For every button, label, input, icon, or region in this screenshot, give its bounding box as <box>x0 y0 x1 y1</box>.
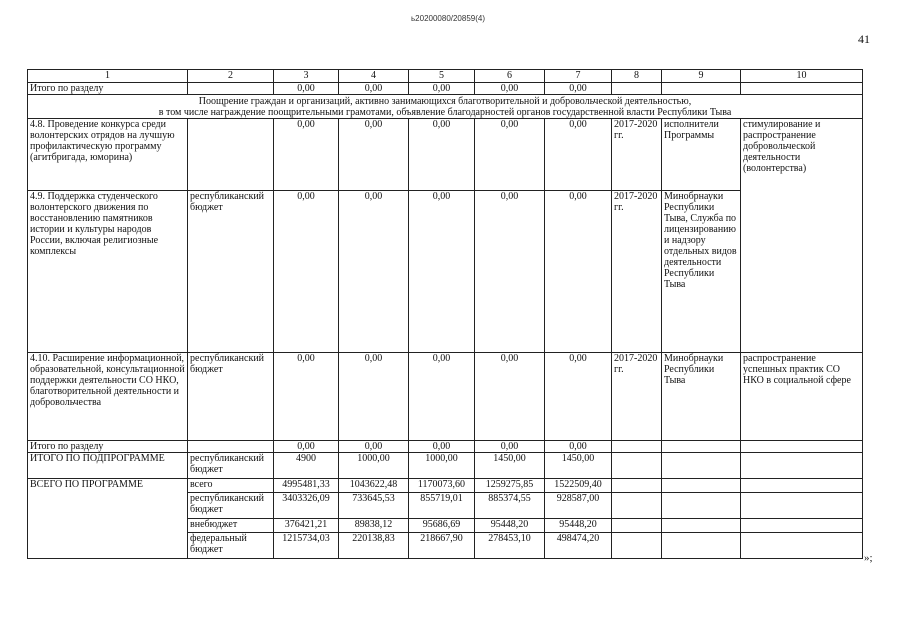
program-total-row <box>28 479 863 493</box>
col-number: 7 <box>545 70 612 83</box>
value-cell: 0,00 <box>545 353 612 441</box>
funding-source <box>188 119 274 191</box>
funding-source: республиканский бюджет <box>188 353 274 441</box>
value-cell: 0,00 <box>274 353 339 441</box>
value-cell: 95686,69 <box>409 519 475 533</box>
measure-name: 4.10. Расширение информационной, образовательной, консультационной поддержки деятельности СО НКО, благотворительной деятельности и добровольчества <box>28 353 188 441</box>
value-cell: 4995481,33 <box>274 479 339 493</box>
period: 2017-2020 гг. <box>612 191 662 353</box>
value-cell: 0,00 <box>475 119 545 191</box>
col-number: 1 <box>28 70 188 83</box>
closing-quote-mark: »; <box>864 552 873 564</box>
funding-source: внебюджет <box>188 519 274 533</box>
value-cell: 0,00 <box>274 83 339 95</box>
executor: Минобрнауки Республики Тыва, Служба по лицензированию и надзору отдельных видов деятельности Республики Тыва <box>662 191 741 353</box>
col-number: 6 <box>475 70 545 83</box>
row-label: ВСЕГО ПО ПРОГРАММЕ <box>28 479 188 559</box>
document-code: ь20200080/20859(4) <box>411 14 486 23</box>
table-row <box>28 353 863 441</box>
value-cell: 218667,90 <box>409 533 475 559</box>
value-cell: 0,00 <box>475 441 545 453</box>
funding-source: федеральный бюджет <box>188 533 274 559</box>
value-cell: 376421,21 <box>274 519 339 533</box>
value-cell: 0,00 <box>274 441 339 453</box>
value-cell: 89838,12 <box>339 519 409 533</box>
executor: Минобрнауки Республики Тыва <box>662 353 741 441</box>
value-cell: 0,00 <box>475 353 545 441</box>
value-cell: 0,00 <box>409 191 475 353</box>
col-number: 3 <box>274 70 339 83</box>
col-number: 5 <box>409 70 475 83</box>
row-label: ИТОГО ПО ПОДПРОГРАММЕ <box>28 453 188 479</box>
value-cell: 278453,10 <box>475 533 545 559</box>
value-cell: 0,00 <box>545 83 612 95</box>
value-cell: 1170073,60 <box>409 479 475 493</box>
period: 2017-2020 гг. <box>612 353 662 441</box>
section-title: Поощрение граждан и организаций, активно занимающихся благотворительной и добровольческой деятельностью, в том числе награждение поощрительными грамотами, объявление благодарностей органов государственной власти Республики Тыва <box>28 95 863 119</box>
budget-table <box>27 69 863 559</box>
expected-result: стимулирование и распространение добровольческой деятельности (волонтерства) <box>741 119 863 353</box>
value-cell: 0,00 <box>274 119 339 191</box>
subprogram-total-row <box>28 453 863 479</box>
value-cell: 0,00 <box>545 191 612 353</box>
column-number-row <box>28 70 863 83</box>
expected-result: распространение успешных практик СО НКО в социальной сфере <box>741 353 863 441</box>
value-cell: 0,00 <box>475 83 545 95</box>
value-cell: 498474,20 <box>545 533 612 559</box>
value-cell: 885374,55 <box>475 493 545 519</box>
value-cell: 1450,00 <box>545 453 612 479</box>
value-cell: 855719,01 <box>409 493 475 519</box>
subtotal-row <box>28 83 863 95</box>
col-number: 2 <box>188 70 274 83</box>
table-row <box>28 119 863 191</box>
value-cell: 0,00 <box>545 119 612 191</box>
value-cell: 733645,53 <box>339 493 409 519</box>
measure-name: 4.8. Проведение конкурса среди волонтерских отрядов на лучшую профилактическую программу (агитбригада, юморина) <box>28 119 188 191</box>
value-cell: 1259275,85 <box>475 479 545 493</box>
value-cell: 95448,20 <box>545 519 612 533</box>
value-cell: 0,00 <box>409 119 475 191</box>
funding-source: республиканский бюджет <box>188 191 274 353</box>
table-row <box>28 191 863 353</box>
col-number: 9 <box>662 70 741 83</box>
value-cell: 4900 <box>274 453 339 479</box>
value-cell: 1000,00 <box>339 453 409 479</box>
executor: исполнители Программы <box>662 119 741 191</box>
value-cell: 0,00 <box>339 191 409 353</box>
value-cell: 0,00 <box>545 441 612 453</box>
funding-source: республиканский бюджет <box>188 453 274 479</box>
funding-source: всего <box>188 479 274 493</box>
col-number: 8 <box>612 70 662 83</box>
value-cell: 0,00 <box>339 119 409 191</box>
row-label: Итого по разделу <box>28 83 188 95</box>
value-cell: 0,00 <box>409 353 475 441</box>
value-cell: 1043622,48 <box>339 479 409 493</box>
row-label: Итого по разделу <box>28 441 188 453</box>
value-cell: 928587,00 <box>545 493 612 519</box>
col-number: 10 <box>741 70 863 83</box>
value-cell: 3403326,09 <box>274 493 339 519</box>
value-cell: 0,00 <box>409 83 475 95</box>
value-cell: 0,00 <box>475 191 545 353</box>
value-cell: 1450,00 <box>475 453 545 479</box>
value-cell: 1215734,03 <box>274 533 339 559</box>
value-cell: 0,00 <box>339 83 409 95</box>
value-cell: 0,00 <box>339 353 409 441</box>
subtotal-row <box>28 441 863 453</box>
value-cell: 1522509,40 <box>545 479 612 493</box>
value-cell: 1000,00 <box>409 453 475 479</box>
funding-source: республиканский бюджет <box>188 493 274 519</box>
value-cell: 0,00 <box>274 191 339 353</box>
value-cell: 0,00 <box>409 441 475 453</box>
col-number: 4 <box>339 70 409 83</box>
page-number: 41 <box>858 32 870 46</box>
period: 2017-2020 гг. <box>612 119 662 191</box>
value-cell: 95448,20 <box>475 519 545 533</box>
measure-name: 4.9. Поддержка студенческого волонтерского движения по восстановлению памятников истории и культуры народов России, включая религиозные комплексы <box>28 191 188 353</box>
value-cell: 0,00 <box>339 441 409 453</box>
section-title-row <box>28 95 863 119</box>
value-cell: 220138,83 <box>339 533 409 559</box>
